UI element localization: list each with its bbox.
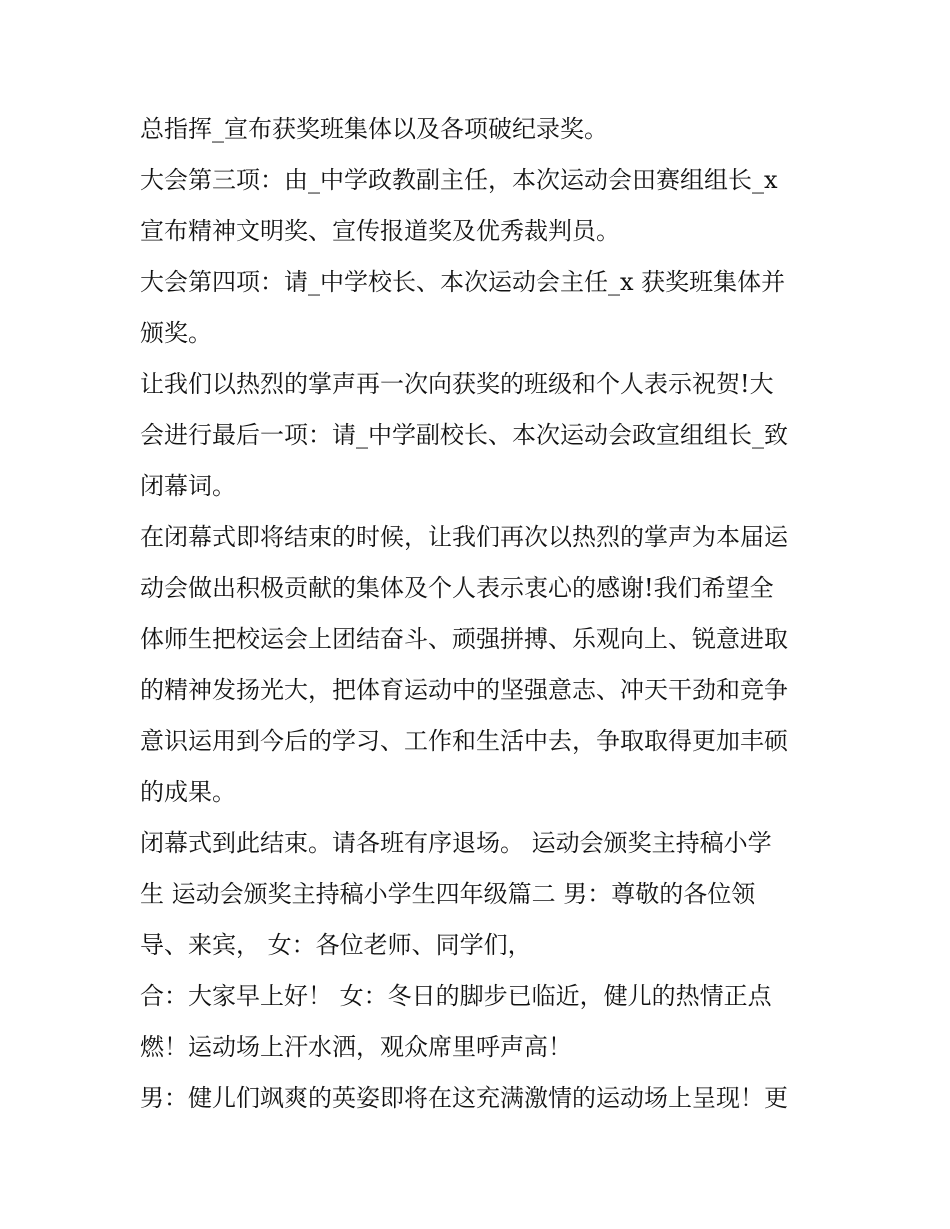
text-line: 总指挥_宣布获奖班集体以及各项破纪录奖。 (140, 115, 608, 143)
text-line: 导、来宾， 女：各位老师、同学们， (140, 931, 532, 959)
text-line: 的成果。 (140, 778, 236, 806)
text-line: 意识运用到今后的学习、工作和生活中去，争取取得更加丰硕 (140, 727, 788, 755)
text-line: 合：大家早上好！ 女：冬日的脚步已临近，健儿的热情正点 (140, 982, 772, 1010)
text-line: 在闭幕式即将结束的时候，让我们再次以热烈的掌声为本届运 (140, 523, 788, 551)
text-line: 体师生把校运会上团结奋斗、顽强拼搏、乐观向上、锐意进取 (140, 625, 788, 653)
text-line: 燃！运动场上汗水洒，观众席里呼声高！ (140, 1033, 572, 1061)
text-line: 动会做出积极贡献的集体及个人表示衷心的感谢!我们希望全 (140, 574, 774, 602)
text-line: 宣布精神文明奖、宣传报道奖及优秀裁判员。 (140, 217, 620, 245)
text-line: 男：健儿们飒爽的英姿即将在这充满激情的运动场上呈现！更 (140, 1084, 788, 1112)
text-line: 的精神发扬光大，把体育运动中的坚强意志、冲天干劲和竞争 (140, 676, 788, 704)
text-line: 让我们以热烈的掌声再一次向获奖的班级和个人表示祝贺!大 (140, 370, 774, 398)
text-line: 生 运动会颁奖主持稿小学生四年级篇二 男：尊敬的各位领 (140, 880, 756, 908)
text-line: 大会第四项：请_中学校长、本次运动会主任_x 获奖班集体并 (140, 268, 786, 296)
text-line: 会进行最后一项：请_中学副校长、本次运动会政宣组组长_致 (140, 421, 788, 449)
text-line: 闭幕式到此结束。请各班有序退场。 运动会颁奖主持稿小学 (140, 829, 772, 857)
text-line: 颁奖。 (140, 319, 212, 347)
text-line: 闭幕词。 (140, 472, 236, 500)
text-line: 大会第三项：由_中学政教副主任，本次运动会田赛组组长_x (140, 166, 778, 194)
